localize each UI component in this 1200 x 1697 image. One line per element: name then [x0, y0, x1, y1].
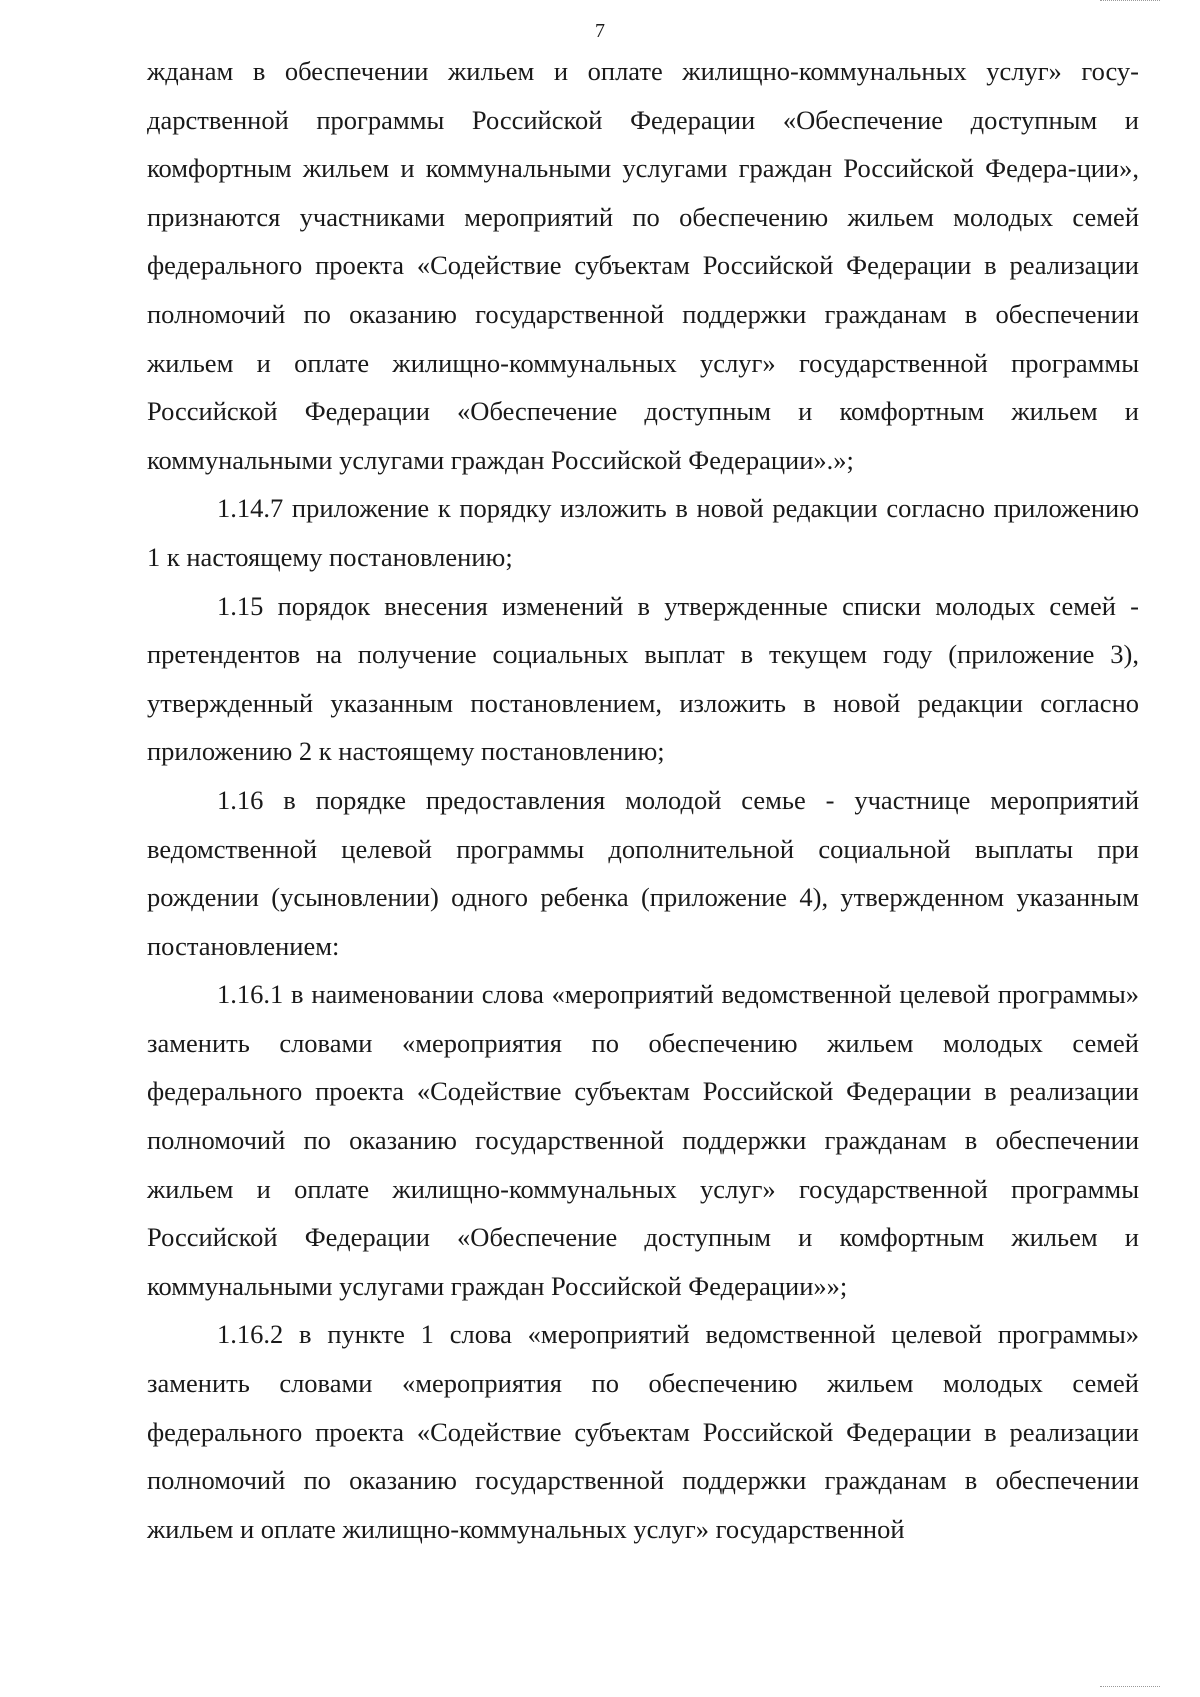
paragraph-1-16-2: 1.16.2 в пункте 1 слова «мероприятий ведомственной целевой программы» заменить словами «мероприятия по обеспечению жильем молодых семей федерального проекта «Содействие субъектам Российской Федерации в реализации полномочий по оказанию государственной поддержки гражданам в обеспечении жильем и оплате жилищно-коммунальных услуг» государственной	[147, 1319, 1139, 1544]
paragraph-1-15: 1.15 порядок внесения изменений в утвержденные списки молодых семей - претендентов на получение социальных выплат в текущем году (приложение 3), утвержденный указанным постановлением, изложить в новой редакции согласно приложению 2 к настоящему постановлению;	[147, 590, 1139, 767]
paragraph-intro-continuation: жданам в обеспечении жильем и оплате жилищно-коммунальных услуг» госу-дарственной программы Российской Федерации «Обеспечение доступным и комфортным жильем и коммунальными услугами граждан Российской Федера-ции», признаются участниками мероприятий по обеспечению жильем молодых семей федерального проекта «Содействие субъектам Российской Федерации в реализации полномочий по оказанию государственной поддержки гражданам в обеспечении жильем и оплате жилищно-коммунальных услуг» государственной программы Российской Федерации «Обеспечение доступным и комфортным жильем и коммунальными услугами граждан Российской Федерации».»;	[147, 56, 1139, 475]
scan-artifact-bottom	[1100, 1686, 1160, 1693]
paragraph-1-16-1: 1.16.1 в наименовании слова «мероприятий ведомственной целевой программы» заменить словами «мероприятия по обеспечению жильем молодых семей федерального проекта «Содействие субъектам Российской Федерации в реализации полномочий по оказанию государственной поддержки гражданам в обеспечении жильем и оплате жилищно-коммунальных услуг» государственной программы Российской Федерации «Обеспечение доступным и комфортным жильем и коммунальными услугами граждан Российской Федерации»»;	[147, 979, 1139, 1301]
scan-artifact-top	[1100, 0, 1160, 7]
document-body	[147, 47, 1139, 1553]
page-number: 7	[595, 20, 605, 42]
paragraph-1-14-7: 1.14.7 приложение к порядку изложить в новой редакции согласно приложению 1 к настоящему постановлению;	[147, 493, 1139, 572]
paragraph-1-16: 1.16 в порядке предоставления молодой семье - участнице мероприятий ведомственной целевой программы дополнительной социальной выплаты при рождении (усыновлении) одного ребенка (приложение 4), утвержденном указанным постановлением:	[147, 784, 1139, 961]
